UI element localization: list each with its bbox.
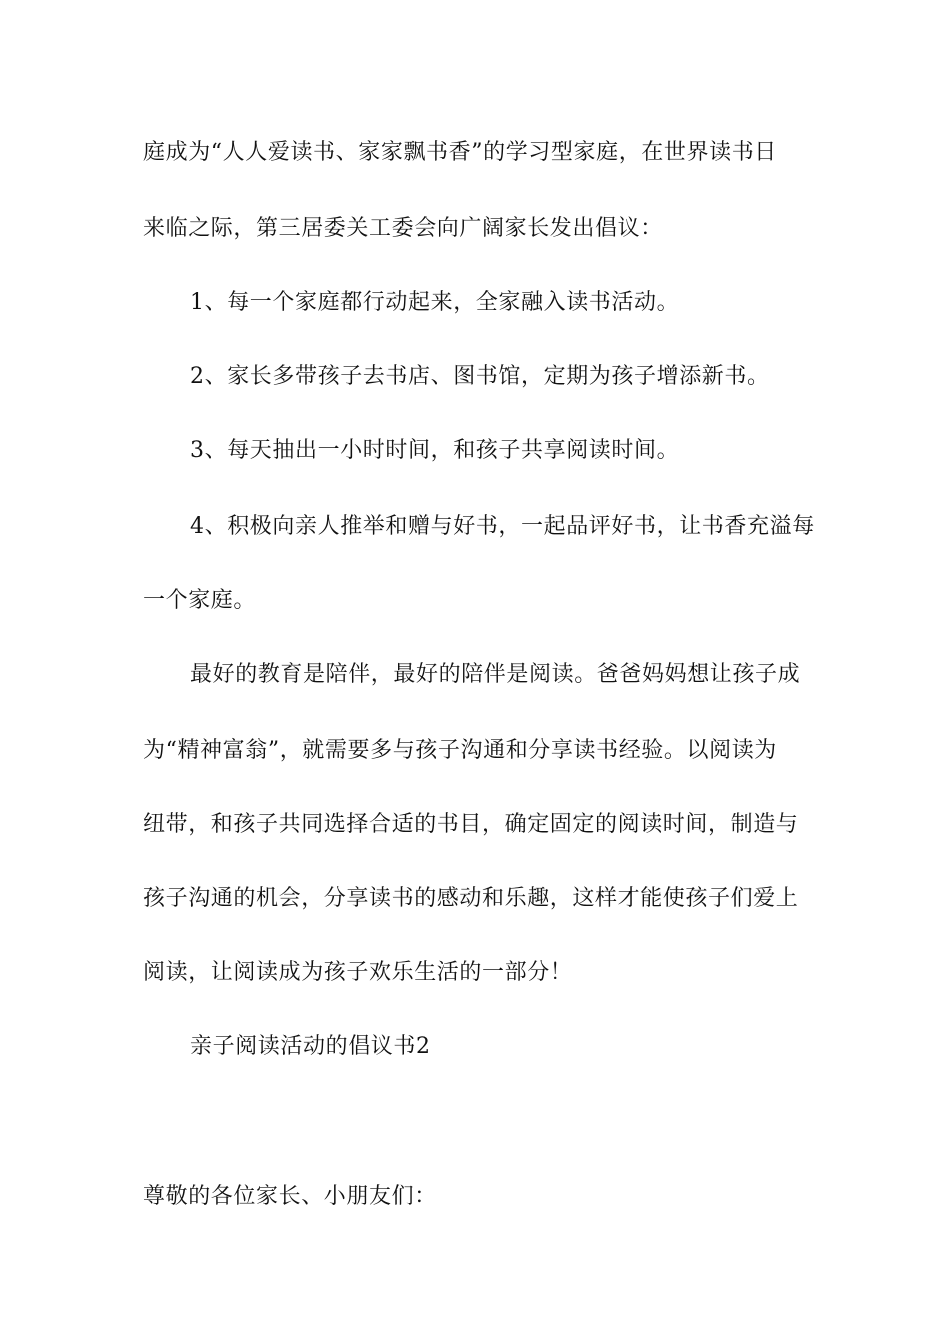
list-item-2: 2、家长多带孩子去书店、图书馆，定期为孩子增添新书。 bbox=[190, 364, 770, 389]
paragraph-line: 孩子沟通的机会，分享读书的感动和乐趣，这样才能使孩子们爱上 bbox=[143, 886, 799, 911]
list-item-1: 1、每一个家庭都行动起来，全家融入读书活动。 bbox=[190, 290, 680, 315]
paragraph-line: 来临之际，第三居委关工委会向广阔家长发出倡议： bbox=[143, 216, 663, 241]
list-item-3: 3、每天抽出一小时时间，和孩子共享阅读时间。 bbox=[190, 438, 680, 463]
paragraph-line: 一个家庭。 bbox=[143, 588, 257, 613]
paragraph-line: 纽带，和孩子共同选择合适的书目，确定固定的阅读时间，制造与 bbox=[143, 812, 799, 837]
paragraph-line: 阅读，让阅读成为孩子欢乐生活的一部分！ bbox=[143, 960, 573, 985]
paragraph-line: 庭成为“人人爱读书、家家飘书香”的学习型家庭，在世界读书日 bbox=[143, 140, 777, 165]
paragraph-line: 最好的教育是陪伴，最好的陪伴是阅读。爸爸妈妈想让孩子成 bbox=[190, 662, 801, 687]
salutation: 尊敬的各位家长、小朋友们： bbox=[143, 1184, 437, 1209]
paragraph-line: 为“精神富翁”，就需要多与孩子沟通和分享读书经验。以阅读为 bbox=[143, 738, 777, 763]
list-item-4: 4、积极向亲人推举和赠与好书，一起品评好书，让书香充溢每 bbox=[190, 514, 815, 539]
section-heading: 亲子阅读活动的倡议书2 bbox=[190, 1034, 431, 1059]
